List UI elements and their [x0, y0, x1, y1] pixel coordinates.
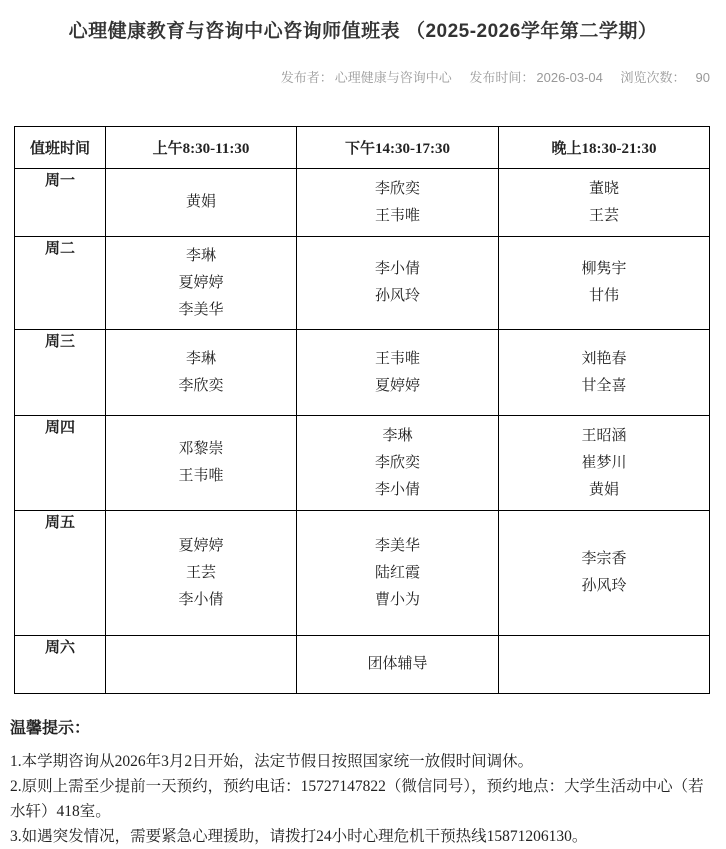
table-row-tuesday — [15, 237, 710, 330]
shift-cell: 王韦唯 夏婷婷 — [297, 330, 499, 416]
shift-cell — [499, 636, 710, 694]
shift-cell: 李小倩 孙风玲 — [297, 237, 499, 330]
publisher-value: 心理健康与咨询中心 — [334, 70, 452, 85]
shift-cell: 王昭涵 崔梦川 黄娟 — [499, 416, 710, 511]
page-title: 心理健康教育与咨询中心咨询师值班表 （2025-2026学年第二学期） — [68, 21, 658, 42]
table-row-wednesday — [15, 330, 710, 416]
shift-cell: 李琳 夏婷婷 李美华 — [106, 237, 297, 330]
shift-cell: 李欣奕 王韦唯 — [297, 169, 499, 237]
notes-heading: 温馨提示： — [10, 720, 91, 737]
publish-time-meta — [469, 70, 603, 85]
table-row-thursday — [15, 416, 710, 511]
day-cell: 周六 — [15, 636, 106, 694]
day-cell: 周四 — [15, 416, 106, 511]
header-evening-shift: 晚上18:30-21:30 — [499, 127, 710, 169]
note-item-2: 2.原则上需至少提前一天预约，预约电话：15727147822（微信同号），预约地点：大学生活动中心（若水轩）418室。 — [10, 778, 704, 820]
notes-section — [10, 716, 716, 849]
publish-time-label: 发布时间： — [469, 70, 535, 85]
duty-schedule-table — [14, 126, 710, 694]
note-item-1: 1.本学期咨询从2026年3月2日开始，法定节假日按照国家统一放假时间调休。 — [10, 753, 534, 770]
day-cell: 周三 — [15, 330, 106, 416]
shift-cell: 李琳 李欣奕 — [106, 330, 297, 416]
header-duty-time: 值班时间 — [15, 127, 106, 169]
table-row-saturday — [15, 636, 710, 694]
shift-cell: 柳隽宇 甘伟 — [499, 237, 710, 330]
publisher-meta — [281, 70, 452, 85]
publisher-label: 发布者： — [280, 70, 333, 85]
header-afternoon-shift: 下午14:30-17:30 — [297, 127, 499, 169]
views-value: 90 — [695, 70, 710, 85]
note-item-3: 3.如遇突发情况，需要紧急心理援助，请拨打24小时心理危机干预热线15871206130。 — [10, 828, 588, 845]
views-meta — [621, 70, 710, 85]
shift-cell: 黄娟 — [106, 169, 297, 237]
day-cell: 周五 — [15, 511, 106, 636]
shift-cell — [106, 636, 297, 694]
table-row-monday — [15, 169, 710, 237]
shift-cell: 李宗香 孙风玲 — [499, 511, 710, 636]
shift-cell: 李美华 陆红霞 曹小为 — [297, 511, 499, 636]
views-label: 浏览次数： — [620, 70, 686, 85]
shift-cell: 董晓 王芸 — [499, 169, 710, 237]
header-morning-shift: 上午8:30-11:30 — [106, 127, 297, 169]
shift-cell: 夏婷婷 王芸 李小倩 — [106, 511, 297, 636]
shift-cell: 刘艳春 甘全喜 — [499, 330, 710, 416]
publish-time-value: 2026-03-04 — [536, 70, 603, 85]
table-row-friday — [15, 511, 710, 636]
day-cell: 周一 — [15, 169, 106, 237]
shift-cell: 李琳 李欣奕 李小倩 — [297, 416, 499, 511]
meta-line — [0, 67, 726, 86]
shift-cell: 团体辅导 — [297, 636, 499, 694]
table-header-row — [15, 127, 710, 169]
day-cell: 周二 — [15, 237, 106, 330]
shift-cell: 邓黎崇 王韦唯 — [106, 416, 297, 511]
